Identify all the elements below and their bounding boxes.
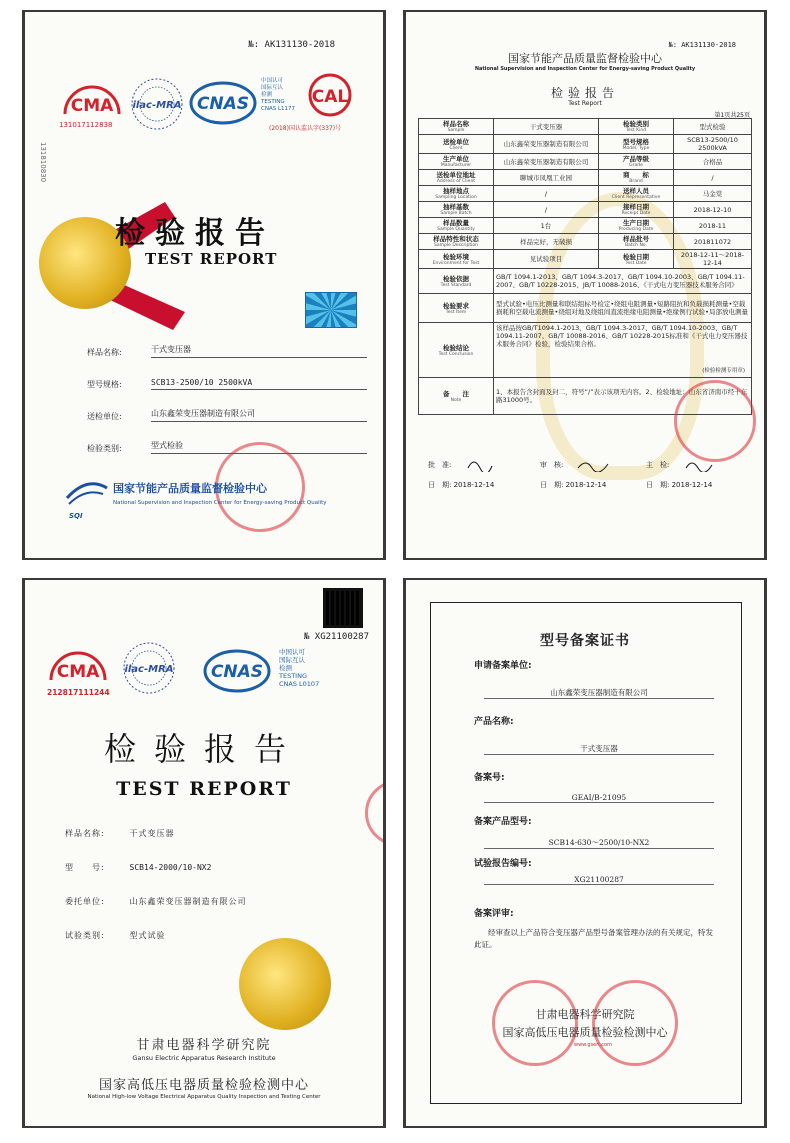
institute-name-cn: 甘肃电器科学研究院 xyxy=(136,1038,272,1053)
cover-fields xyxy=(65,828,365,964)
value-cell: 2018-11 xyxy=(674,218,752,234)
label-cn: 商 标 xyxy=(623,171,649,179)
label-en: Sampling Location xyxy=(435,195,477,200)
field-value: SCB13-2500/10 2500kVA xyxy=(151,378,367,390)
cover-fields xyxy=(87,326,367,454)
value-cell: 合格品 xyxy=(674,154,752,170)
label-cell xyxy=(419,234,494,250)
field-row xyxy=(87,326,367,358)
field-label: 产品名称: xyxy=(474,717,514,727)
label-cn: 产品等级 xyxy=(623,155,649,163)
label-cn: 样品批号 xyxy=(623,235,649,243)
label-cell xyxy=(599,250,674,269)
label-cn: 样品数量 xyxy=(443,219,469,227)
ilac-mra-logo xyxy=(129,76,185,132)
value-cell: GB/T 1094.1-2013、GB/T 1094.3-2017、GB/T 1094.10-2003、GB/T 1094.11-2007、GB/T 10228-2015、JB/T 10088-2016、《干式电力变压器技术服务合同》 xyxy=(494,269,752,294)
label-en: Sample Quantity xyxy=(437,227,475,232)
report-number: № XG21100287 xyxy=(303,632,369,642)
field-value: 山东鑫荣变压器制造有限公司 xyxy=(484,687,714,699)
report-summary-sheet xyxy=(406,12,764,558)
report-cover-sheet-1 xyxy=(25,12,383,558)
label-cell xyxy=(419,119,494,135)
label-en: Client xyxy=(449,145,463,151)
value-cell: 2018-12-11～2018-12-14 xyxy=(674,250,752,269)
handwritten-signatures-icon xyxy=(428,456,748,472)
field-value: GEAI/B-21095 xyxy=(484,793,714,803)
value-cell: 聊城市凤凰工业园 xyxy=(494,170,599,186)
label-cell xyxy=(599,119,674,135)
value-cell: 型式试验•电压比测量和联结组标号检定•绕组电阻测量•短路阻抗和负载损耗测量•空载损耗和空载电流测量•绕组对地及绕组间直流绝缘电阻测量•绝缘例行试验•局部放电测量 xyxy=(494,294,752,323)
issuer-name-1: 甘肃电器科学研究院 xyxy=(535,1008,635,1021)
field-row xyxy=(87,422,367,454)
label-cell xyxy=(419,378,494,415)
title-cn: 检验报告 xyxy=(103,730,304,768)
label-cn: 送样人员 xyxy=(623,187,649,195)
center-name-cn: 国家节能产品质量监督检验中心 xyxy=(113,482,267,495)
red-stamp-icon xyxy=(674,380,756,462)
field-label: 型 号: xyxy=(65,863,105,872)
field-value: 干式变压器 xyxy=(151,344,367,358)
cnas-line-4: TESTING xyxy=(261,99,285,105)
label-cn: 生产日期 xyxy=(623,219,649,227)
label-en: Address of Client xyxy=(436,179,476,184)
sign-date-row xyxy=(540,480,640,490)
label-en: Producing Date xyxy=(618,227,654,232)
label-cn: 检验日期 xyxy=(623,252,649,261)
cnas-line-5: CNAS L0107 xyxy=(279,680,320,688)
label-cn: 抽样地点 xyxy=(443,187,469,195)
cnas-line-4: TESTING xyxy=(279,672,307,680)
value-cell: 见试验项目 xyxy=(494,250,599,269)
label-cn: 送检单位地址 xyxy=(436,171,476,179)
sign-label: 批 准: xyxy=(428,461,452,469)
sign-date: 2018-12-14 xyxy=(453,481,495,489)
issuer-url: www.gseri.com xyxy=(574,1042,612,1048)
table-row xyxy=(419,135,752,154)
svg-text:CNAS: CNAS xyxy=(210,662,264,682)
red-stamp-icon xyxy=(592,980,678,1066)
label-cn: 检验要求 xyxy=(443,301,469,310)
center-name-cn: 国家高低压电器质量检验检测中心 xyxy=(98,1078,309,1093)
gold-seal-icon xyxy=(239,938,331,1030)
cnas-line-3: 检测 xyxy=(279,664,292,672)
sign-date-label: 日 期: xyxy=(540,481,564,489)
label-cell xyxy=(419,154,494,170)
value-cell: 型式检验 xyxy=(674,119,752,135)
report-cover-sheet-2 xyxy=(25,580,383,1126)
sign-date-label: 日 期: xyxy=(646,481,670,489)
label-cell xyxy=(419,218,494,234)
value-cell: 马金棠 xyxy=(674,186,752,202)
cal-caption: (2018)国认监认字(337)号 xyxy=(269,125,342,132)
cnas-line-2: 国际互认 xyxy=(279,656,305,664)
center-name-en: National Supervision and Inspection Center for Energy-saving Product Quality xyxy=(474,66,696,72)
cnas-line-5: CNAS L1177 xyxy=(261,106,296,112)
cnas-line-2: 国际互认 xyxy=(261,85,284,91)
field-label: 试验报告编号: xyxy=(474,859,532,869)
cnas-line-3: 检测 xyxy=(261,92,273,98)
cnas-logo xyxy=(203,648,271,694)
center-name-en: National Supervision and Inspection Center for Energy-saving Product Quality xyxy=(113,500,327,506)
panel-test-report-cover-2 xyxy=(22,578,386,1128)
field-row xyxy=(65,896,365,930)
field-row xyxy=(65,862,365,896)
cma-code: 131017112838 xyxy=(59,121,113,129)
label-en: Test Item xyxy=(445,309,467,315)
cma-logo xyxy=(47,650,109,684)
label-en: Batch No. xyxy=(625,243,647,248)
table-row xyxy=(419,186,752,202)
field-label: 样品名称: xyxy=(87,348,122,357)
label-en: Sample Description xyxy=(434,243,478,248)
label-cell xyxy=(599,218,674,234)
sqi-logo xyxy=(63,474,111,514)
value-cell: 1台 xyxy=(494,218,599,234)
table-row xyxy=(419,323,752,378)
label-cell xyxy=(419,202,494,218)
value-cell: 干式变压器 xyxy=(494,119,599,135)
table-row xyxy=(419,218,752,234)
field-value: 干式变压器 xyxy=(129,829,175,838)
label-cell xyxy=(419,170,494,186)
field-label: 申请备案单位: xyxy=(474,661,532,671)
cma-code: 212817111244 xyxy=(47,688,110,697)
label-en: Model, Type xyxy=(622,145,650,151)
field-row xyxy=(65,828,365,862)
cnas-accreditation-text xyxy=(261,78,295,113)
field-value: 山东鑫荣变压器制造有限公司 xyxy=(129,897,247,906)
label-cn: 接样日期 xyxy=(623,203,649,211)
cma-logo xyxy=(61,84,123,118)
label-cn: 样品名称 xyxy=(443,120,469,128)
label-cell xyxy=(599,154,674,170)
field-label: 样品名称: xyxy=(65,829,105,838)
page-indicator: 第1页共25页 xyxy=(714,112,750,119)
table-row xyxy=(419,234,752,250)
value-cell: 2018-12-10 xyxy=(674,202,752,218)
table-row xyxy=(419,202,752,218)
certificate-sheet xyxy=(406,580,764,1126)
label-cn: 检验结论 xyxy=(443,343,469,352)
label-cell xyxy=(419,323,494,378)
conclusion-text: 该样品按GB/T1094.1-2013、GB/T 1094.3-2017、GB/T 1094.10-2003、GB/T 1094.11-2007、GB/T 10088-2016、GB/T 10228-2015标准和《干式电力变压器技术服务合同》检验，检验结果合格。 xyxy=(496,324,748,348)
label-cell xyxy=(599,170,674,186)
field-block xyxy=(474,770,714,814)
label-cell xyxy=(419,186,494,202)
value-cell: 山东鑫荣变压器制造有限公司 xyxy=(494,135,599,154)
panel-model-registration-certificate xyxy=(403,578,767,1128)
field-value: 型式试验 xyxy=(129,931,166,940)
title-en: Test Report xyxy=(568,100,602,107)
value-cell: / xyxy=(494,186,599,202)
cnas-logo xyxy=(189,80,257,126)
label-cn: 型号规格 xyxy=(623,137,649,146)
value-cell: 山东鑫荣变压器制造有限公司 xyxy=(494,154,599,170)
field-block xyxy=(474,814,714,856)
svg-text:ilac-MRA: ilac-MRA xyxy=(124,664,174,675)
field-label: 检验类别: xyxy=(87,444,122,453)
panel-test-report-summary xyxy=(403,10,767,560)
svg-text:CAL: CAL xyxy=(311,87,349,107)
institute-name-en: Gansu Electric Apparatus Research Institute xyxy=(132,1054,276,1062)
label-en: Note xyxy=(450,397,462,403)
label-en: Test Conclusion xyxy=(438,351,474,357)
cal-logo xyxy=(307,72,353,118)
label-en: Brand xyxy=(629,179,643,184)
label-cell xyxy=(599,202,674,218)
label-cell xyxy=(419,135,494,154)
label-en: Manufacturer xyxy=(440,163,472,168)
label-cn: 检验环境 xyxy=(443,252,469,261)
cnas-line-1: 中国认可 xyxy=(279,648,305,656)
table-row xyxy=(419,154,752,170)
svg-text:ilac-MRA: ilac-MRA xyxy=(132,100,182,111)
field-row xyxy=(87,390,367,422)
review-label: 备案评审: xyxy=(474,909,514,919)
label-en: Sample xyxy=(447,128,465,133)
sign-label: 审 核: xyxy=(540,461,564,469)
side-code: 131810830 xyxy=(39,142,47,183)
qr-code-icon xyxy=(323,588,363,628)
cnas-line-1: 中国认可 xyxy=(261,78,284,84)
label-cn: 样品特性和状态 xyxy=(433,235,479,243)
field-label: 试验类别: xyxy=(65,931,105,940)
field-block xyxy=(474,714,714,770)
label-en: Test Standard xyxy=(440,282,472,288)
title-cn: 检验报告 xyxy=(115,216,275,251)
field-label: 备案号: xyxy=(474,773,505,783)
label-en: Grade xyxy=(629,163,643,168)
certificate-fields xyxy=(474,658,714,951)
sign-date-label: 日 期: xyxy=(428,481,452,489)
label-cn: 检验类别 xyxy=(623,120,649,128)
review-text: 经审查以上产品符合变压器产品型号备案管理办法的有关规定，特发此证。 xyxy=(474,928,713,949)
field-block xyxy=(474,856,714,906)
label-en: Sample Batch xyxy=(440,211,472,216)
svg-text:CMA: CMA xyxy=(56,662,100,682)
red-stamp-icon xyxy=(492,980,578,1066)
value-cell: / xyxy=(674,170,752,186)
label-cell xyxy=(419,269,494,294)
table-row xyxy=(419,250,752,269)
value-cell: 201811072 xyxy=(674,234,752,250)
label-en: Client Representative xyxy=(611,195,661,200)
svg-text:CNAS: CNAS xyxy=(196,94,250,114)
title-en: TEST REPORT xyxy=(145,250,278,268)
table-row xyxy=(419,269,752,294)
value-cell: 样品完好，无破损 xyxy=(494,234,599,250)
issuer-name-2: 国家高低压电器质量检验检测中心 xyxy=(502,1026,668,1039)
field-value: 山东鑫荣变压器制造有限公司 xyxy=(151,408,367,422)
label-cn: 生产单位 xyxy=(443,155,469,163)
value-cell xyxy=(494,323,752,378)
certificate-title: 型号备案证书 xyxy=(540,633,630,649)
sign-date-row xyxy=(646,480,746,490)
center-name-en: National High-low Voltage Electrical Apparatus Quality Inspection and Testing Center xyxy=(87,1094,321,1100)
svg-text:CMA: CMA xyxy=(70,96,114,116)
table-row xyxy=(419,170,752,186)
table-row xyxy=(419,119,752,135)
value-cell: / xyxy=(494,202,599,218)
sign-date: 2018-12-14 xyxy=(671,481,713,489)
label-cell xyxy=(419,294,494,323)
field-label: 委托单位: xyxy=(65,897,105,906)
ilac-mra-logo xyxy=(121,640,177,696)
label-en: Receipt Date xyxy=(621,211,651,216)
label-en: Environment for Test xyxy=(432,260,480,266)
sign-date-row xyxy=(428,480,528,490)
sign-label: 主 检: xyxy=(646,461,670,469)
label-en: Test Date xyxy=(625,260,647,266)
label-cell xyxy=(599,234,674,250)
label-cn: 抽样基数 xyxy=(443,203,469,211)
cnas-accreditation-text xyxy=(279,648,319,688)
field-block xyxy=(474,658,714,714)
sqi-text: SQI xyxy=(69,512,83,520)
label-en: Test Kind xyxy=(625,128,647,133)
title-cn: 检验报告 xyxy=(550,86,619,100)
report-number: №: AK131130-2018 xyxy=(248,40,335,50)
panel-test-report-cover-1 xyxy=(22,10,386,560)
table-row xyxy=(419,294,752,323)
label-cell xyxy=(419,250,494,269)
field-value: 型式检验 xyxy=(151,440,367,454)
title-en: TEST REPORT xyxy=(116,778,292,800)
report-table xyxy=(418,118,752,415)
field-value: SCB14-630～2500/10-NX2 xyxy=(484,837,714,849)
hologram-icon xyxy=(305,292,357,328)
field-value: SCB14-2000/10-NX2 xyxy=(129,863,212,872)
report-number: №: AK131130-2018 xyxy=(668,41,736,49)
center-name-cn: 国家节能产品质量监督检验中心 xyxy=(508,52,662,65)
sign-date: 2018-12-14 xyxy=(565,481,607,489)
label-cell xyxy=(599,135,674,154)
field-label: 备案产品型号: xyxy=(474,817,532,827)
field-label: 型号规格: xyxy=(87,380,122,389)
value-cell: 1、本报告含封面及封二，符号“/”表示该项无内容。2、检验地址：山东省济南市经十东路31000号。 xyxy=(494,378,752,415)
label-cn: 备 注 xyxy=(443,389,469,398)
label-cn: 送检单位 xyxy=(443,137,469,146)
label-cell xyxy=(599,186,674,202)
review-block xyxy=(474,906,714,951)
field-row xyxy=(87,358,367,390)
value-cell: SCB13-2500/10 2500kVA xyxy=(674,135,752,154)
stamp-caption: (检验检测专用章) xyxy=(702,368,745,374)
report-info-table xyxy=(418,118,752,415)
field-value: 干式变压器 xyxy=(484,743,714,755)
field-value: XG21100287 xyxy=(484,875,714,885)
label-cn: 检验依据 xyxy=(443,274,469,283)
field-label: 送检单位: xyxy=(87,412,122,421)
